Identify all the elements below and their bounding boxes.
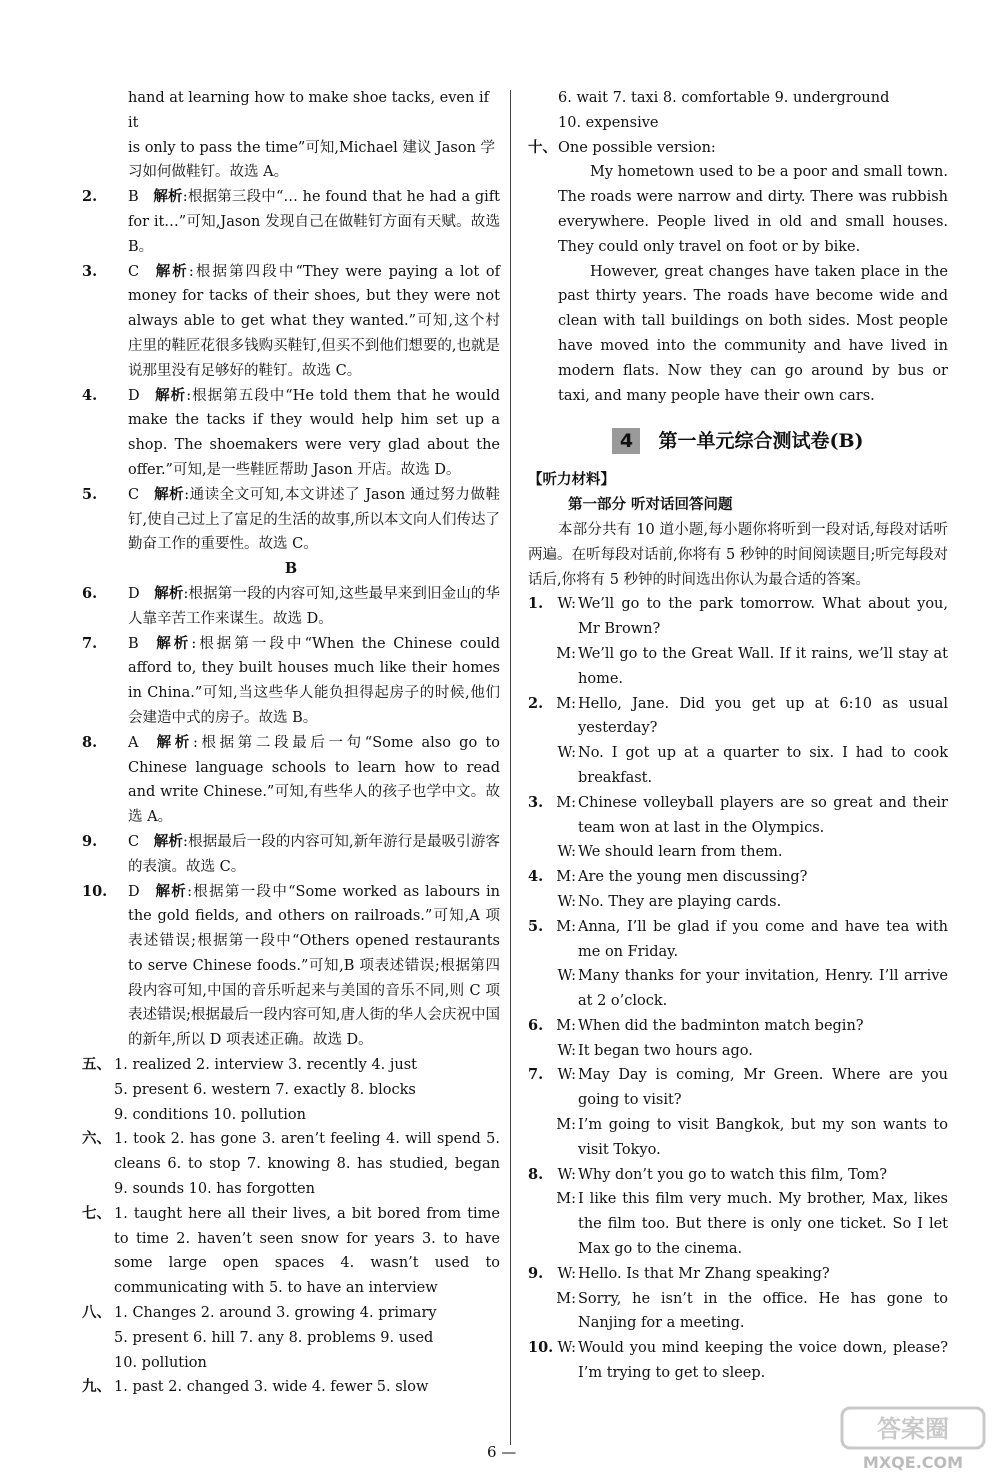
- dialogue-line: [528, 1163, 948, 1188]
- essay-intro: One possible version:: [558, 139, 716, 156]
- section-6: 六、 1. took 2. has gone 3. aren’t feeling 4. will spend 5. cleans 6. to stop 7. knowing 8. has studied, began 9. sounds 10. has forgotten: [82, 1127, 500, 1201]
- dialogue-number: [528, 964, 550, 1014]
- speaker: M:: [556, 1290, 576, 1307]
- dialogue-line: [528, 1063, 948, 1113]
- analysis-label: 解析: [154, 386, 187, 404]
- dialogue-number: 7.: [528, 1066, 544, 1084]
- analysis-label: 解析: [154, 584, 184, 602]
- analysis-text: 根据第一段的内容可知,这些最早来到旧金山的华人靠辛苦工作来谋生。故选 D。: [128, 585, 500, 627]
- analysis-label: 解析: [154, 882, 188, 900]
- section-9: 九、 1. past 2. changed 3. wide 4. fewer 5. slow: [82, 1375, 500, 1400]
- analysis-text: 根据第一段中“Some worked as labours in the gold fields, and others on railroads.”可知,A 项表述错误;根据第一段中“Others opened restaurants to serve Chinese foods.”可知,B 项表述错误;根据第四段内容可知,中国的音乐听起来与美国的音乐不同,则 C 项表述错误;根据最后一段内容可知,唐人街的华人会庆祝中国的新年,所以 D 项表述正确。故选 D。: [128, 883, 501, 1049]
- answer-item: 5. C 解析:通读全文可知,本文讲述了 Jason 通过努力做鞋钉,使自己过上了富足的生活的故事,所以本文向人们传达了勤奋工作的重要性。故选 C。: [82, 483, 500, 557]
- section-8: 八、 1. Changes 2. around 3. growing 4. primary 5. present 6. hill 7. any 8. problems 9. used 10. pollution: [82, 1301, 500, 1375]
- speaker: M:: [556, 1191, 576, 1208]
- speaker: W:: [557, 596, 576, 613]
- svg-text:答案圈: 答案圈: [877, 1415, 949, 1443]
- section-10: 十、 One possible version:: [528, 136, 948, 161]
- section-5: 五、 1. realized 2. interview 3. recently 4. just 5. present 6. western 7. exactly 8. blocks 9. conditions 10. pollution: [82, 1053, 500, 1127]
- item-number: 2.: [82, 188, 98, 206]
- item-answer: D: [128, 387, 140, 404]
- analysis-label: 解析: [153, 188, 183, 206]
- dialogue-text: Are the young men discussing?: [578, 869, 808, 886]
- left-column: [82, 86, 500, 1400]
- dialogue-text: Many thanks for your invitation, Henry. I’ll arrive at 2 o’clock.: [578, 968, 948, 1010]
- dialogue-number: 4.: [528, 868, 544, 886]
- right-column: [528, 86, 948, 1386]
- column-divider: [510, 90, 511, 1445]
- dialogue-text: Would you mind keeping the voice down, please? I’m trying to get to sleep.: [578, 1340, 948, 1382]
- dialogue-number: [528, 890, 550, 915]
- dialogue-text: No. I got up at a quarter to six. I had to cook breakfast.: [578, 745, 948, 786]
- answer-line: 5. present 6. western 7. exactly 8. blocks: [114, 1081, 416, 1098]
- answer-text: 1. taught here all their lives, a bit bored from time to time 2. haven’t seen snow for years 3. to have some large open spaces 4. wasn’t used to communicating with 5. to have an interview: [114, 1205, 500, 1297]
- speaker: M:: [556, 918, 576, 935]
- item-number: 7.: [82, 634, 98, 652]
- dialogue-line: [528, 1014, 948, 1039]
- answer-item: 7. B 解析:根据第一段中“When the Chinese could afford to, they built houses much like their homes in China.”可知,当这些华人能负担得起房子的时候,他们会建造中式的房子。故选 B。: [82, 632, 500, 731]
- dialogue-number: [528, 642, 550, 692]
- dialogue-number: 3.: [528, 793, 544, 811]
- item-answer: B: [128, 635, 139, 652]
- answer-text: 1. took 2. has gone 3. aren’t feeling 4. will spend 5. cleans 6. to stop 7. knowing 8. has studied, began 9. sounds 10. has forgotten: [114, 1131, 500, 1198]
- answer-item: 9. C 解析:根据最后一段的内容可知,新年游行是最吸引游客的表演。故选 C。: [82, 830, 500, 880]
- analysis-text: 根据第一段中“When the Chinese could afford to, they built houses much like their homes in China.”可知,当这些华人能负担得起房子的时候,他们会建造中式的房子。故选 B。: [128, 635, 500, 726]
- dialogue-text: I’m going to visit Bangkok, but my son wants to visit Tokyo.: [578, 1117, 948, 1158]
- part1-title: 第一部分 听对话回答问题: [568, 496, 733, 514]
- dialogue-line: [528, 791, 948, 841]
- text-line: hand at learning how to make shoe tacks, even if it: [128, 90, 489, 131]
- speaker: M:: [556, 794, 576, 811]
- dialogue-number: 9.: [528, 1264, 544, 1282]
- speaker: M:: [556, 1117, 576, 1134]
- dialogue-line: [528, 964, 948, 1014]
- answer-item: 3. C 解析:根据第四段中“They were paying a lot of money for tacks of their shoes, but they were not always able to get what they wanted.”可知,这个村庄里的鞋匠花很多钱购买鞋钉,但买不到他们想要的,也就是说那里没有足够好的鞋钉。故选 C。: [82, 260, 500, 384]
- section-number-badge: 4: [612, 428, 640, 454]
- dialogue-number: 8.: [528, 1165, 544, 1183]
- item-answer: C: [128, 263, 140, 280]
- analysis-label: 解析: [153, 485, 185, 503]
- answer-item: 8. A 解析:根据第二段最后一句“Some also go to Chinese language schools to learn how to read and write Chinese.”可知,有些华人的孩子也学中文。故选 A。: [82, 731, 500, 830]
- dialogue-text: When did the badminton match begin?: [578, 1017, 864, 1034]
- section-title: 第一单元综合测试卷(B): [658, 429, 864, 452]
- analysis-text: 根据第五段中“He told them that he would make the tacks if they would help him set up a shop. The shoemakers were very glad about the offer.”可知,是一些鞋匠帮助 Jason 开店。故选 D。: [128, 387, 500, 478]
- text-line: is only to pass the time”可知,Michael 建议 Jason 学: [128, 139, 496, 156]
- dialogue-text: Sorry, he isn’t in the office. He has gone to Nanjing for a meeting.: [578, 1290, 948, 1332]
- item-answer: A: [128, 734, 139, 751]
- item-number: 6.: [82, 584, 98, 602]
- analysis-text: 通读全文可知,本文讲述了 Jason 通过努力做鞋钉,使自己过上了富足的生活的故事,所以本文向人们传达了勤奋工作的重要性。故选 C。: [128, 486, 500, 553]
- dialogue-line: [528, 1187, 948, 1261]
- answer-line: 5. present 6. hill 7. any 8. problems 9. used: [114, 1329, 434, 1346]
- dialogue-text: We should learn from them.: [578, 844, 783, 861]
- item-number: 5.: [82, 485, 98, 503]
- speaker: M:: [556, 645, 576, 662]
- analysis-text: 根据第三段中“… he found that he had a gift for it…”可知,Jason 发现自己在做鞋钉方面有天赋。故选 B。: [128, 189, 501, 255]
- item-number: 8.: [82, 733, 98, 751]
- answer-line: 10. expensive: [558, 114, 659, 131]
- item-number: 9.: [82, 832, 98, 850]
- dialogue-line: [528, 865, 948, 890]
- answer-item: 6. D 解析:根据第一段的内容可知,这些最早来到旧金山的华人靠辛苦工作来谋生。故选 D。: [82, 582, 500, 632]
- dialogue-text: Hello, Jane. Did you get up at 6:10 as usual yesterday?: [578, 695, 948, 737]
- dialogue-number: 6.: [528, 1016, 544, 1034]
- item-number: 10.: [82, 882, 108, 900]
- answer-line: 10. pollution: [114, 1354, 207, 1371]
- answer-items-b: [82, 582, 500, 1053]
- dialogue-number: [528, 1039, 550, 1064]
- answer-item: 10. D 解析:根据第一段中“Some worked as labours in the gold fields, and others on railroads.”可知,A 项表述错误;根据第一段中“Others opened restaurants to serve Chinese foods.”可知,B 项表述错误;根据第四段内容可知,中国的音乐听起来与美国的音乐不同,则 C 项表述错误;根据最后一段内容可知,唐人街的华人会庆祝中国的新年,所以 D 项表述正确。故选 D。: [82, 880, 500, 1054]
- test-section-heading: [528, 428, 948, 454]
- dialogue-text: We’ll go to the Great Wall. If it rains, we’ll stay at home.: [578, 645, 948, 687]
- dialogue-number: [528, 1187, 550, 1261]
- item-answer: D: [128, 883, 140, 900]
- analysis-label: 解析: [153, 634, 192, 652]
- dialogue-line: [528, 1336, 948, 1386]
- dialogue-line: [528, 840, 948, 865]
- answer-line: 1. Changes 2. around 3. growing 4. primary: [114, 1305, 437, 1322]
- speaker: W:: [557, 1166, 576, 1183]
- dialogue-text: We’ll go to the park tomorrow. What about you, Mr Brown?: [578, 596, 948, 638]
- q1-continuation: [82, 86, 500, 185]
- section-b-heading: B: [284, 560, 298, 578]
- dialogue-line: [528, 592, 948, 642]
- listening-label: 【听力材料】: [528, 471, 615, 489]
- analysis-label: 解析: [153, 832, 184, 850]
- dialogue-line: [528, 1113, 948, 1163]
- answer-line: 6. wait 7. taxi 8. comfortable 9. underground: [558, 90, 890, 106]
- dialogue-text: Hello. Is that Mr Zhang speaking?: [578, 1265, 830, 1282]
- analysis-label: 解析: [153, 262, 189, 280]
- answer-item: 2. B 解析:根据第三段中“… he found that he had a gift for it…”可知,Jason 发现自己在做鞋钉方面有天赋。故选 B。: [82, 185, 500, 259]
- dialogue-text: It began two hours ago.: [578, 1042, 753, 1059]
- dialogue-number: [528, 840, 550, 865]
- dialogue-number: [528, 741, 550, 791]
- dialogue-line: [528, 1262, 948, 1287]
- speaker: M:: [556, 695, 576, 712]
- answer-line: 1. realized 2. interview 3. recently 4. just: [114, 1057, 417, 1074]
- dialogue-text: Chinese volleyball players are so great and their team won at last in the Olympics.: [578, 794, 948, 836]
- essay-paragraph: My hometown used to be a poor and small town. The roads were narrow and dirty. There was rubbish everywhere. People lived in old and small houses. They could only travel on foot or by bike.: [558, 164, 948, 255]
- analysis-text: 根据最后一段的内容可知,新年游行是最吸引游客的表演。故选 C。: [128, 833, 501, 875]
- dialogue-text: I like this film very much. My brother, Max, likes the film too. But there is only one ticket. So I let Max go to the cinema.: [578, 1191, 948, 1258]
- dialogue-line: [528, 1287, 948, 1337]
- watermark-text: MXQE.COM: [862, 1453, 964, 1472]
- dialogue-line: [528, 890, 948, 915]
- part1-intro: 本部分共有 10 道小题,每小题你将听到一段对话,每段对话听两遍。在听每段对话前,你将有 5 秒钟的时间阅读题目;听完每段对话后,你将有 5 秒钟的时间选出你认为最合适的答案。: [528, 521, 948, 588]
- speaker: M:: [556, 869, 576, 886]
- speaker: W:: [557, 745, 576, 762]
- analysis-text: 根据第四段中“They were paying a lot of money for tacks of their shoes, but they were not always able to get what they wanted.”可知,这个村庄里的鞋匠花很多钱购买鞋钉,但买不到他们想要的,也就是说那里没有足够好的鞋钉。故选 C。: [128, 263, 501, 379]
- text-line: 习如何做鞋钉。故选 A。: [128, 164, 289, 181]
- dialogue-text: Anna, I’ll be glad if you come and have tea with me on Friday.: [578, 918, 948, 960]
- item-answer: C: [128, 833, 140, 850]
- dialogue-text: Why don’t you go to watch this film, Tom?: [578, 1166, 887, 1183]
- dialogue-line: [528, 915, 948, 965]
- item-answer: B: [128, 189, 139, 206]
- watermark-logo: [838, 1404, 988, 1474]
- essay-paragraph: However, great changes have taken place in the past thirty years. The roads have become wide and clean with tall buildings on both sides. Most people have moved into the community and have lived in modern flats. Now they can go around by bus or taxi, and many people have their own cars.: [558, 263, 948, 404]
- speaker: W:: [557, 1067, 576, 1084]
- dialogue-line: [528, 642, 948, 692]
- analysis-text: 根据第二段最后一句“Some also go to Chinese language schools to learn how to read and write Chinese.”可知,有些华人的孩子也学中文。故选 A。: [128, 734, 500, 826]
- dialogue-number: 10.: [528, 1339, 554, 1357]
- item-answer: D: [128, 585, 140, 602]
- dialogue-list: [528, 592, 948, 1386]
- analysis-label: 解析: [152, 733, 193, 751]
- speaker: W:: [557, 968, 576, 985]
- speaker: W:: [557, 1265, 576, 1282]
- item-answer: C: [128, 486, 140, 503]
- dialogue-text: May Day is coming, Mr Green. Where are you going to visit?: [578, 1067, 948, 1109]
- dialogue-text: No. They are playing cards.: [578, 893, 782, 910]
- speaker: W:: [557, 893, 576, 910]
- speaker: W:: [557, 1042, 576, 1059]
- dialogue-number: [528, 1113, 550, 1163]
- dialogue-number: 2.: [528, 694, 544, 712]
- answer-item: 4. D 解析:根据第五段中“He told them that he would make the tacks if they would help him set up a shop. The shoemakers were very glad about the offer.”可知,是一些鞋匠帮助 Jason 开店。故选 D。: [82, 384, 500, 483]
- answer-line: 1. past 2. changed 3. wide 4. fewer 5. slow: [114, 1379, 429, 1396]
- section-7: 七、 1. taught here all their lives, a bit bored from time to time 2. haven’t seen snow for years 3. to have some large open spaces 4. wasn’t used to communicating with 5. to have an interview: [82, 1202, 500, 1301]
- answer-line: 9. conditions 10. pollution: [114, 1106, 306, 1123]
- item-number: 4.: [82, 386, 98, 404]
- speaker: M:: [556, 1017, 576, 1034]
- dialogue-number: [528, 1287, 550, 1337]
- speaker: W:: [557, 1340, 576, 1357]
- dialogue-number: 1.: [528, 595, 544, 613]
- item-number: 3.: [82, 262, 98, 280]
- speaker: W:: [557, 844, 576, 861]
- section-9-continuation: [528, 86, 948, 136]
- answer-items-a: [82, 185, 500, 557]
- dialogue-number: 5.: [528, 917, 544, 935]
- dialogue-line: [528, 741, 948, 791]
- dialogue-line: [528, 1039, 948, 1064]
- dialogue-line: [528, 692, 948, 742]
- page-number: 6 —: [487, 1443, 517, 1461]
